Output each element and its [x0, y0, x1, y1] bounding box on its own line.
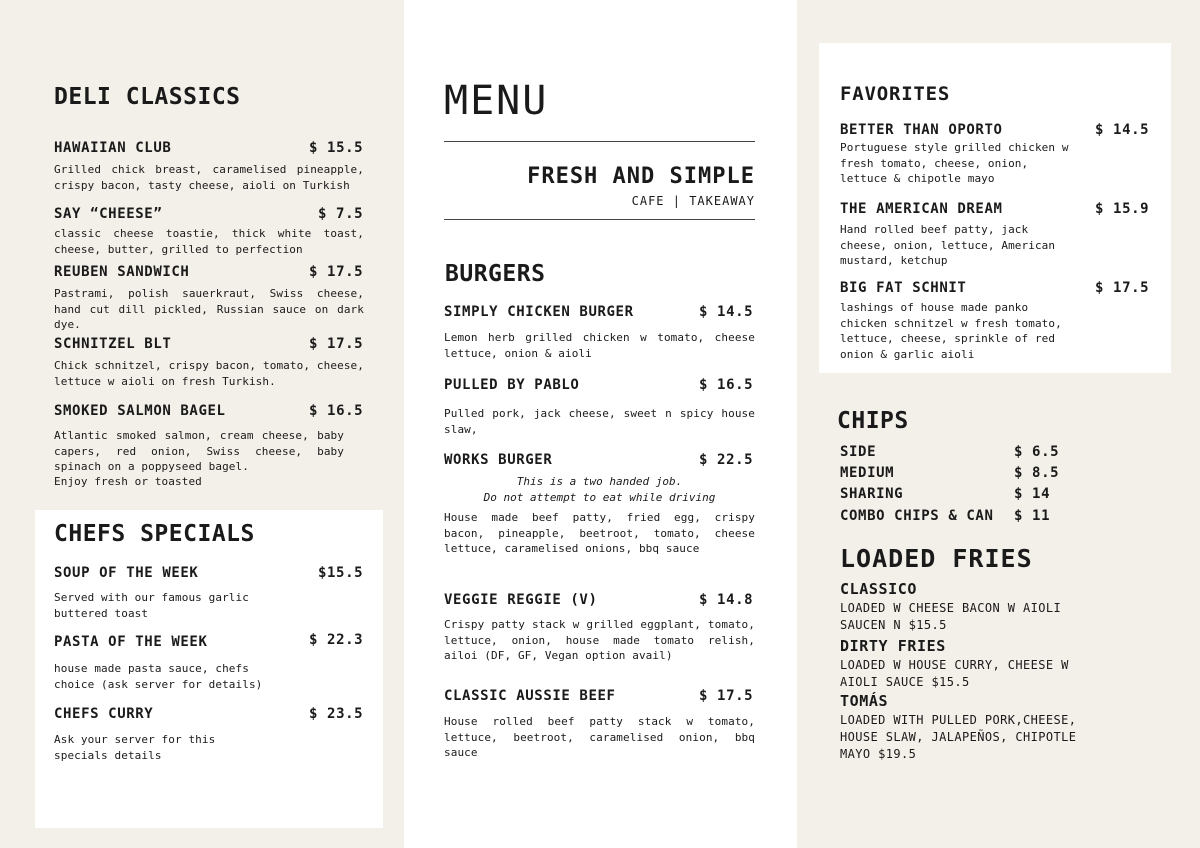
chips-item-price: $ 11 [1014, 508, 1051, 524]
loaded-item-desc: LOADED W HOUSE CURRY, CHEESE W AIOLI SAUCE $15.5 [840, 658, 1069, 689]
loaded-item-desc: LOADED WITH PULLED PORK,CHEESE, HOUSE SLAW, JALAPEÑOS, CHIPOTLE MAYO $19.5 [840, 713, 1077, 761]
menu-item-desc: House rolled beef patty stack w tomato, lettuce, beetroot, caramelised onion, bbq sauce [444, 715, 755, 759]
menu-item-name: SCHNITZEL BLT [54, 336, 172, 352]
menu-item-desc: Atlantic smoked salmon, cream cheese, baby capers, red onion, Swiss cheese, baby spinach on a poppyseed bagel. [54, 429, 344, 473]
header-divider-top [444, 141, 755, 142]
menu-item-price: $ 7.5 [318, 206, 364, 222]
menu-item-name: VEGGIE REGGIE (V) [444, 592, 598, 608]
menu-item-price: $ 15.5 [309, 140, 364, 156]
menu-item-price: $ 14.5 [1095, 122, 1150, 138]
deli-classics-heading: DELI CLASSICS [54, 84, 241, 110]
chips-heading: CHIPS [837, 408, 909, 434]
menu-item-desc: Chick schnitzel, crispy bacon, tomato, cheese, lettuce w aioli on fresh Turkish. [54, 359, 364, 388]
menu-item-name: PASTA OF THE WEEK [54, 634, 208, 650]
menu-item-name: SAY “CHEESE” [54, 206, 163, 222]
menu-item-desc: Grilled chick breast, caramelised pineapple, crispy bacon, tasty cheese, aioli on Turkish [54, 163, 364, 192]
chefs-specials-heading: CHEFS SPECIALS [54, 521, 255, 547]
chips-item-price: $ 6.5 [1014, 444, 1060, 460]
menu-item-name: SMOKED SALMON BAGEL [54, 403, 226, 419]
chips-item-name: COMBO CHIPS & CAN [840, 508, 994, 524]
brand-name: FRESH AND SIMPLE [527, 164, 755, 189]
chips-item-name: MEDIUM [840, 465, 895, 481]
brand-subtitle: CAFE | TAKEAWAY [631, 194, 755, 208]
menu-item-price: $ 14.5 [699, 304, 754, 320]
header-divider-bottom [444, 219, 755, 220]
chips-item-price: $ 14 [1014, 486, 1051, 502]
menu-item-name: HAWAIIAN CLUB [54, 140, 172, 156]
burgers-heading: BURGERS [445, 261, 546, 287]
menu-item-desc: House made beef patty, fried egg, crispy bacon, pineapple, beetroot, tomato, cheese lettuce, caramelised onions, bbq sauce [444, 511, 755, 555]
favorites-heading: FAVORITES [840, 83, 951, 105]
menu-item-name: PULLED BY PABLO [444, 377, 580, 393]
menu-item-price: $ 14.8 [699, 592, 754, 608]
menu-item-desc: Hand rolled beef patty, jack cheese, onion, lettuce, American mustard, ketchup [840, 223, 1056, 267]
menu-item-price: $ 17.5 [309, 264, 364, 280]
menu-item-name: THE AMERICAN DREAM [840, 201, 1003, 217]
menu-item-price: $ 17.5 [1095, 280, 1150, 296]
loaded-item-name: DIRTY FRIES [840, 637, 946, 655]
menu-item-name: CHEFS CURRY [54, 706, 154, 722]
menu-item-desc-extra: Enjoy fresh or toasted [54, 475, 202, 488]
menu-item-price: $ 17.5 [309, 336, 364, 352]
menu-item-desc: Portuguese style grilled chicken w fresh tomato, cheese, onion, lettuce & chipotle mayo [840, 141, 1069, 185]
menu-item-desc: Served with our famous garlic buttered toast [54, 591, 249, 620]
menu-item-name: SIMPLY CHICKEN BURGER [444, 304, 634, 320]
menu-item-name: BETTER THAN OPORTO [840, 122, 1003, 138]
menu-item-desc: Lemon herb grilled chicken w tomato, cheese lettuce, onion & aioli [444, 331, 755, 360]
chips-item-name: SHARING [840, 486, 904, 502]
menu-item-desc: house made pasta sauce, chefs choice (ask server for details) [54, 662, 263, 691]
menu-item-price: $ 15.9 [1095, 201, 1150, 217]
menu-item-price: $ 16.5 [699, 377, 754, 393]
loaded-item-name: TOMÁS [840, 692, 889, 710]
menu-item-name: WORKS BURGER [444, 452, 553, 468]
menu-item-price: $ 22.3 [309, 632, 364, 648]
menu-item-price: $ 17.5 [699, 688, 754, 704]
menu-item-desc: Pastrami, polish sauerkraut, Swiss cheese, hand cut dill pickled, Russian sauce on dark dye. [54, 287, 364, 331]
chips-item-price: $ 8.5 [1014, 465, 1060, 481]
menu-item-price: $ 16.5 [309, 403, 364, 419]
loaded-item-name: CLASSICO [840, 580, 918, 598]
loaded-item-desc: LOADED W CHEESE BACON W AIOLI SAUCEN N $15.5 [840, 601, 1062, 632]
menu-item-note: Do not attempt to eat while driving [483, 491, 716, 504]
menu-title: MENU [444, 78, 549, 124]
menu-item-name: CLASSIC AUSSIE BEEF [444, 688, 616, 704]
menu-item-price: $ 23.5 [309, 706, 364, 722]
menu-item-desc: lashings of house made panko chicken schnitzel w fresh tomato, lettuce, cheese, sprinkle of red onion & garlic aioli [840, 301, 1062, 361]
menu-item-price: $ 22.5 [699, 452, 754, 468]
menu-item-desc: Pulled pork, jack cheese, sweet n spicy house slaw, [444, 407, 755, 436]
menu-item-desc: Ask your server for this specials details [54, 733, 216, 762]
menu-item-name: BIG FAT SCHNIT [840, 280, 967, 296]
chips-item-name: SIDE [840, 444, 877, 460]
menu-item-desc: classic cheese toastie, thick white toast, cheese, butter, grilled to perfection [54, 227, 364, 256]
menu-item-name: SOUP OF THE WEEK [54, 565, 199, 581]
menu-item-note: This is a two handed job. [516, 475, 683, 488]
loaded-fries-heading: LOADED FRIES [840, 544, 1033, 573]
menu-item-price: $15.5 [318, 565, 364, 581]
menu-item-name: REUBEN SANDWICH [54, 264, 190, 280]
menu-item-desc: Crispy patty stack w grilled eggplant, tomato, lettuce, onion, house made tomato relish, ailoi (DF, GF, Vegan option avail) [444, 618, 755, 662]
